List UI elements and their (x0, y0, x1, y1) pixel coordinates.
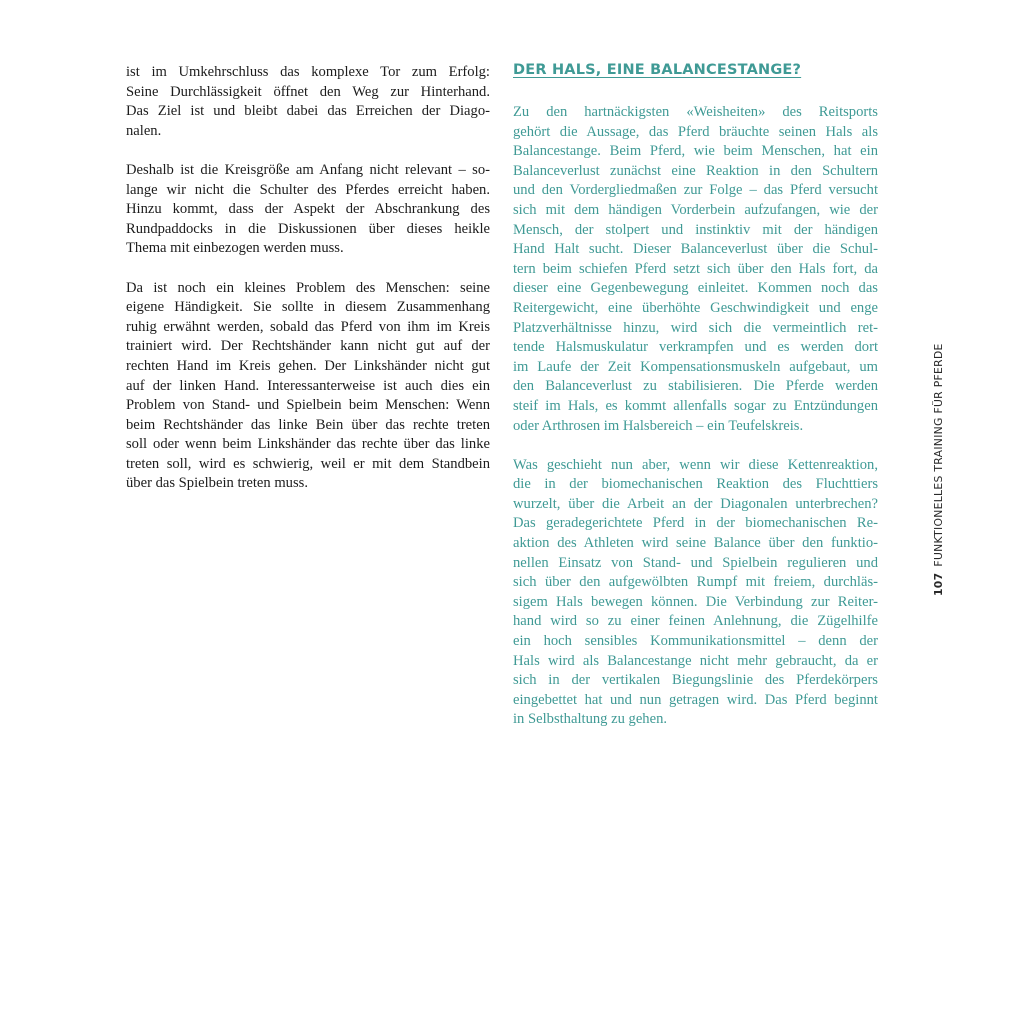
text-line: eigene Händigkeit. Sie sollte in diesem Zusammenhang (126, 299, 490, 316)
text-line: aktion des Athleten wird seine Balance über den funktio- (513, 535, 878, 552)
text-line: Das Ziel ist und bleibt dabei das Erreichen der Diago- (126, 103, 490, 120)
text-line: sich mit dem händigen Vorderbein aufzufangen, wie der (513, 201, 878, 218)
text-line: im Laufe der Zeit Kompensationsmuskeln aufgebaut, um (513, 358, 878, 375)
text-line: lange wir nicht die Schulter des Pferdes erreicht haben. (126, 181, 490, 198)
section-heading: DER HALS, EINE BALANCESTANGE? (513, 62, 802, 78)
text-line: Was geschieht nun aber, wenn wir diese Kettenreaktion, (513, 456, 878, 473)
text-line: sich in der vertikalen Biegungslinie des Pferdekörpers (513, 672, 878, 689)
text-line: Da ist noch ein kleines Problem des Menschen: seine (126, 279, 490, 296)
right-text-column (513, 103, 878, 750)
book-title: FUNKTIONELLES TRAINING FÜR PFERDE (932, 343, 945, 567)
text-line: auf der linken Hand. Interessanterweise ist auch dies ein (126, 377, 490, 394)
text-line: trainiert wird. Der Rechtshänder kann nicht gut auf der (126, 338, 490, 355)
text-line: den Balanceverlust zu stabilisieren. Die Pferde werden (513, 378, 878, 395)
text-line: Reitergewicht, eine überhöhte Geschwindigkeit und enge (513, 299, 878, 316)
paragraph (126, 279, 490, 495)
text-line: Problem von Stand- und Spielbein beim Menschen: Wenn (126, 397, 490, 414)
text-line: über das Spielbein treten muss. (126, 475, 308, 492)
text-line: nalen. (126, 122, 162, 139)
text-line: Platzverhältnisse hinzu, wird sich die vermeintlich ret- (513, 319, 878, 336)
paragraph (513, 103, 878, 436)
text-line: Zu den hartnäckigsten «Weisheiten» des Reitsports (513, 104, 878, 120)
text-line: Hand Halt sucht. Dieser Balanceverlust über die Schul- (513, 241, 878, 258)
text-line: dieser eine Gegenbewegung einleitet. Kommen noch das (513, 280, 878, 297)
text-line: steif im Hals, es kommt allenfalls sogar zu Entzündungen (513, 397, 878, 414)
text-line: ruhig erwähnt werden, sobald das Pferd von ihm im Kreis (126, 318, 490, 335)
text-line: wurzelt, über die Arbeit an der Diagonalen unterbrechen? (513, 495, 878, 512)
text-line: tende Halsmuskulatur verkrampfen und es werden dort (513, 339, 878, 356)
text-line: ein hoch sensibles Kommunikationsmittel – denn der (513, 633, 878, 650)
text-line: Hinzu kommt, dass der Aspekt der Abschrankung des (126, 201, 490, 218)
paragraph (513, 456, 878, 730)
text-line: Balancestange. Beim Pferd, wie beim Menschen, hat ein (513, 143, 878, 160)
text-line: Rundpaddocks in die Diskussionen über dieses heikle (126, 220, 490, 237)
text-line: Thema mit einbezogen werden muss. (126, 240, 344, 257)
text-line: tern beim schiefen Pferd setzt sich über den Hals fort, da (513, 260, 878, 277)
text-line: nellen Einsatz von Stand- und Spielbein regulieren und (513, 554, 878, 571)
text-line: sich über den aufgewölbten Rumpf mit freiem, durchläs- (513, 574, 878, 591)
text-line: eingebettet hat und nun getragen wird. Das Pferd beginnt (513, 691, 878, 708)
text-line: gehört die Aussage, das Pferd bräuchte seinen Hals als (513, 123, 878, 140)
paragraph (126, 63, 490, 141)
text-line: Das geradegerichtete Pferd in der biomechanischen Re- (513, 515, 878, 532)
text-line: ist im Umkehrschluss das komplexe Tor zum Erfolg: (126, 64, 490, 80)
text-line: treten soll, wird es schwierig, weil er mit dem Standbein (126, 455, 490, 472)
text-line: oder Arthrosen im Halsbereich – ein Teufelskreis. (513, 417, 804, 434)
text-line: die in der biomechanischen Reaktion des Fluchttiers (513, 476, 878, 493)
text-line: Balanceverlust zunächst eine Reaktion in den Schultern (513, 162, 878, 179)
text-line: Mensch, der stolpert und instinktiv mit der händigen (513, 221, 878, 238)
text-line: in Selbsthaltung zu gehen. (513, 711, 668, 728)
text-line: und den Vordergliedmaßen zur Folge – das Pferd versucht (513, 182, 878, 199)
text-line: rechten Hand im Kreis gehen. Der Linkshänder nicht gut (126, 357, 490, 374)
page-number: 107 (932, 572, 945, 596)
text-line: Hals wird als Balancestange nicht mehr gebraucht, da er (513, 652, 878, 669)
left-text-column (126, 63, 490, 514)
text-line: Deshalb ist die Kreisgröße am Anfang nicht relevant – so- (126, 161, 490, 178)
text-line: soll oder wenn beim Linkshänder das rechte über das linke (126, 436, 490, 453)
text-line: beim Rechtshänder das linke Bein über das rechte treten (126, 416, 490, 433)
text-line: hand wird so zu einer feinen Anlehnung, die Zügelhilfe (513, 613, 878, 630)
text-line: sigem Hals bewegen können. Die Verbindung zur Reiter- (513, 593, 878, 610)
text-line: Seine Durchlässigkeit öffnet den Weg zur Hinterhand. (126, 83, 490, 100)
paragraph (126, 161, 490, 259)
running-footer (932, 343, 945, 596)
